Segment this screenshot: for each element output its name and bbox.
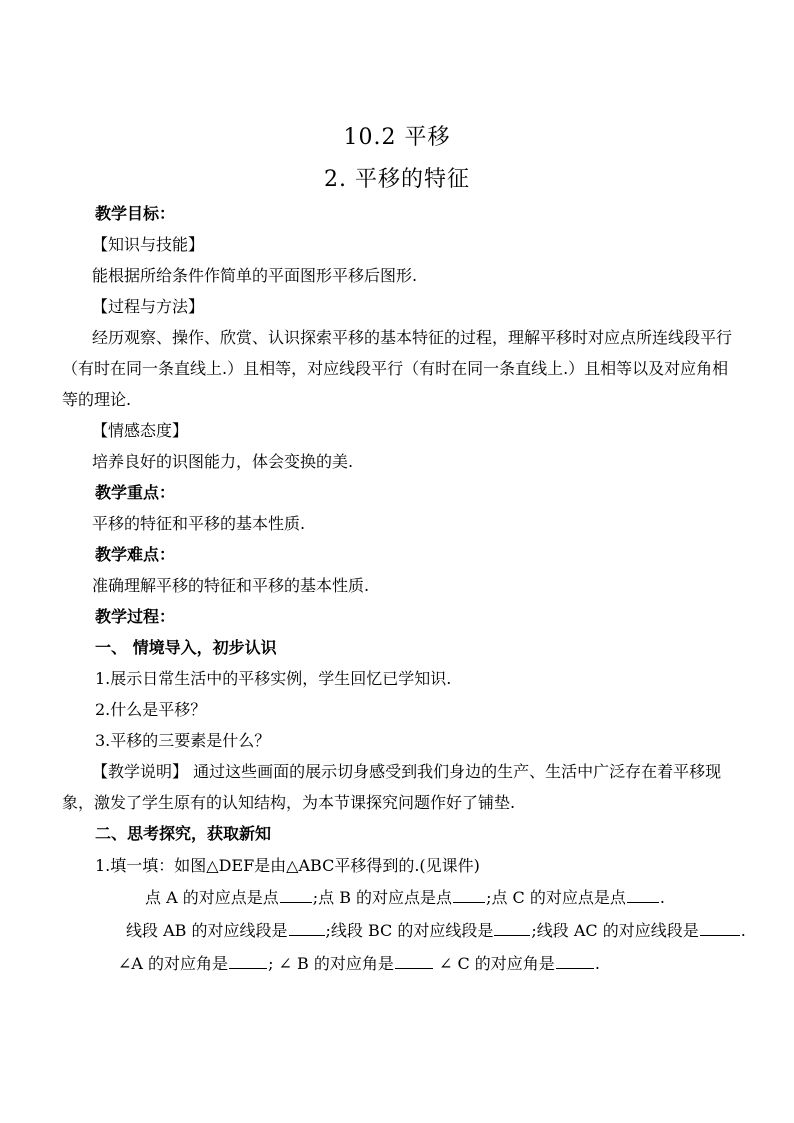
difficulty-text: 准确理解平移的特征和平移的基本性质. [92, 576, 370, 595]
fill-text: . [740, 921, 746, 940]
process-text-line-2: （有时在同一条直线上.）且相等，对应线段平行（有时在同一条直线上.）且相等以及对应角相 [62, 359, 729, 378]
process-text-line-3: 等的理论. [62, 390, 132, 409]
section-1-heading: 一、 情境导入，初步认识 [95, 638, 277, 657]
knowledge-text: 能根据所给条件作简单的平面图形平移后图形. [92, 266, 418, 285]
fill-text: ;线段 BC 的对应线段是 [325, 921, 494, 940]
fill-text: ;点 C 的对应点是点 [486, 888, 626, 907]
fill-text: ∠ C 的对应角是 [433, 954, 555, 973]
answer-blank[interactable] [700, 919, 740, 936]
fill-text: 线段 AB 的对应线段是 [126, 921, 288, 940]
list-item: 1.展示日常生活中的平移实例，学生回忆已学知识. [95, 669, 452, 688]
fill-text: ;线段 AC 的对应线段是 [531, 921, 699, 940]
emotion-heading: 【情感态度】 [92, 421, 189, 440]
fill-in-angles-line [118, 952, 600, 975]
fill-text: ∠A 的对应角是 [118, 954, 229, 973]
fill-in-points-line [145, 886, 665, 909]
fill-text: . [594, 954, 600, 973]
objectives-heading: 教学目标： [95, 204, 176, 223]
teaching-process-heading: 教学过程： [95, 607, 176, 626]
list-item: 3.平移的三要素是什么？ [95, 731, 271, 750]
difficulty-heading: 教学难点： [95, 545, 176, 564]
answer-blank[interactable] [556, 952, 594, 969]
answer-blank[interactable] [280, 886, 312, 903]
fill-text: ; ∠ B 的对应角是 [268, 954, 394, 973]
answer-blank[interactable] [395, 952, 433, 969]
answer-blank[interactable] [453, 886, 485, 903]
answer-blank[interactable] [494, 919, 530, 936]
process-text-line-1: 经历观察、操作、欣赏、认识探索平移的基本特征的过程，理解平移时对应点所连线段平行 [92, 328, 733, 347]
answer-blank[interactable] [229, 952, 267, 969]
answer-blank[interactable] [289, 919, 325, 936]
fill-text: 点 A 的对应点是点 [145, 888, 279, 907]
key-points-heading: 教学重点： [95, 483, 176, 502]
list-item: 2.什么是平移？ [95, 700, 207, 719]
fill-in-segments-line [126, 919, 746, 942]
answer-blank[interactable] [627, 886, 659, 903]
process-heading: 【过程与方法】 [92, 297, 205, 316]
emotion-text: 培养良好的识图能力，体会变换的美. [92, 452, 354, 471]
fill-text: ;点 B 的对应点是点 [312, 888, 453, 907]
knowledge-heading: 【知识与技能】 [92, 235, 205, 254]
fill-text: . [659, 888, 665, 907]
teaching-note-line-2: 象，激发了学生原有的认知结构，为本节课探究问题作好了铺垫. [62, 793, 516, 812]
teaching-note-line-1: 【教学说明】 通过这些画面的展示切身感受到我们身边的生产、生活中广泛存在着平移现 [92, 762, 722, 781]
section-2-heading: 二、思考探究，获取新知 [95, 824, 272, 843]
key-points-text: 平移的特征和平移的基本性质. [92, 514, 306, 533]
fill-in-intro: 1.填一填：如图△DEF是由△ABC平移得到的.(见课件) [95, 856, 480, 875]
page-subtitle: 2. 平移的特征 [324, 167, 470, 192]
page-title: 10.2 平移 [343, 125, 451, 150]
